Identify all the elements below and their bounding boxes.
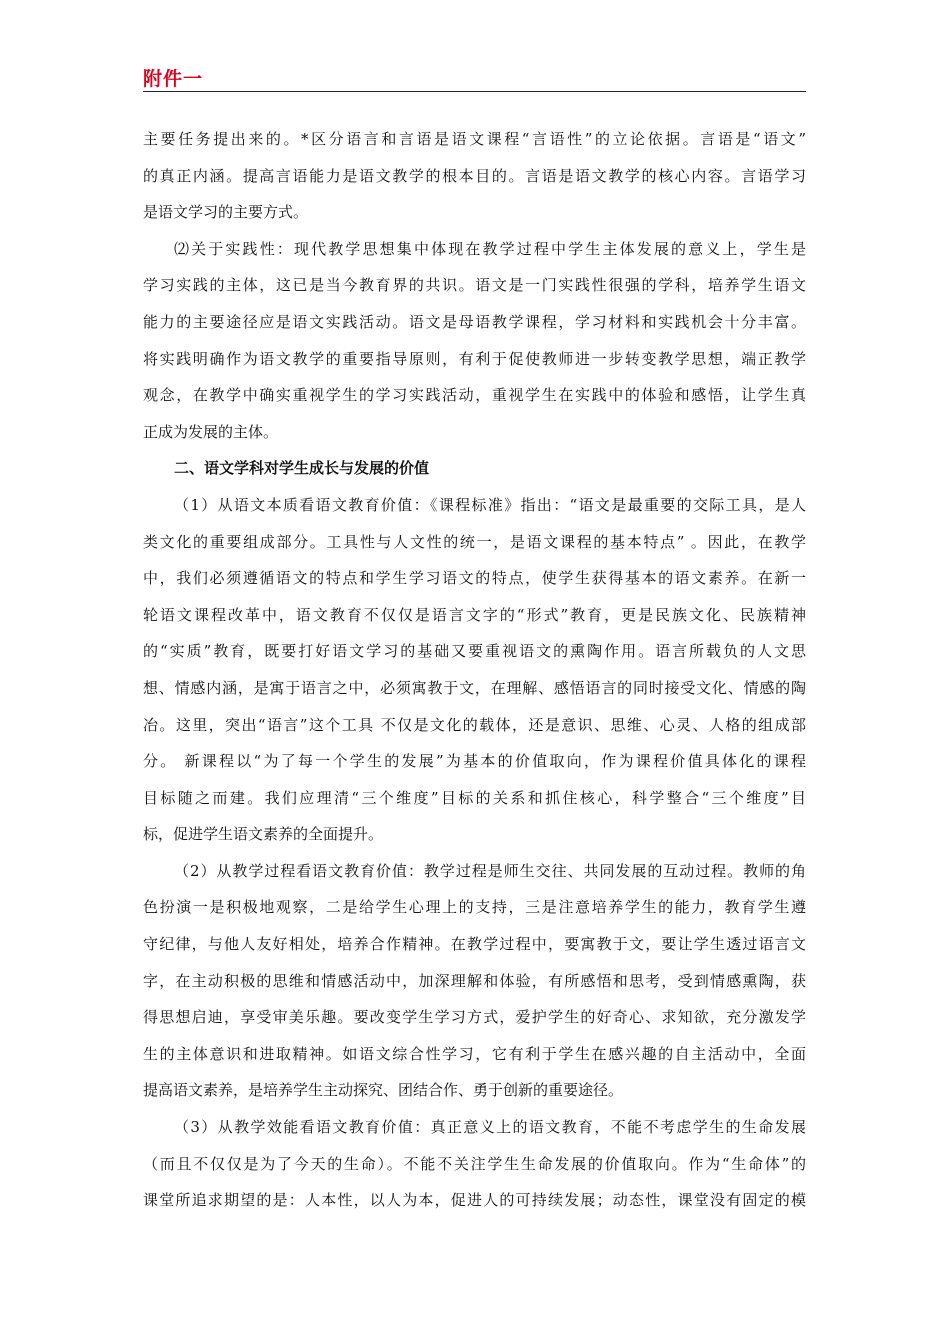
paragraph-line: 标，促进学生语文素养的全面提升。	[143, 825, 384, 844]
paragraph-line: 学习实践的主体，这已是当今教育界的共识。语文是一门实践性很强的学科，培养学生语文	[143, 276, 806, 295]
paragraph-line: （1）从语文本质看语文教育价值：《课程标准》指出：“语文是最重要的交际工具，是人	[174, 495, 806, 514]
paragraph-line: 轮语文课程改革中，语文教育不仅仅是语言文字的“形式”教育，更是民族文化、民族精神	[143, 605, 806, 624]
paragraph-line: ⑵关于实践性：现代教学思想集中体现在教学过程中学生主体发展的意义上，学生是	[174, 239, 806, 258]
paragraph-line: （2）从教学过程看语文教育价值：教学过程是师生交往、共同发展的互动过程。教师的角	[174, 861, 806, 880]
paragraph-line: 冶。这里，突出“语言”这个工具 不仅是文化的载体，还是意识、思维、心灵、人格的组成部	[143, 715, 806, 734]
paragraph-line: 想、情感内涵，是寓于语言之中，必须寓教于文，在理解、感悟语言的同时接受文化、情感的陶	[143, 678, 806, 697]
paragraph-line: 主要任务提出来的。*区分语言和言语是语文课程“言语性”的立论依据。言语是“语文”	[143, 130, 806, 148]
paragraph-line: 提高语文素养，是培养学生主动探究、团结合作、勇于创新的重要途径。	[143, 1081, 624, 1100]
paragraph-line: 将实践明确作为语文教学的重要指导原则，有利于促使教师进一步转变教学思想，端正教学	[143, 349, 806, 368]
paragraph-line: 正成为发展的主体。	[143, 422, 279, 441]
paragraph-line: 生的主体意识和进取精神。如语文综合性学习，它有利于学生在感兴趣的自主活动中，全面	[143, 1044, 806, 1063]
document-body	[143, 121, 806, 1219]
paragraph-line: 观念，在教学中确实重视学生的学习实践活动，重视学生在实践中的体验和感悟，让学生真	[143, 386, 806, 405]
paragraph-line: 课堂所追求期望的是：人本性，以人为本，促进人的可持续发展；动态性，课堂没有固定的模	[143, 1191, 806, 1210]
paragraph-line: 的真正内涵。提高言语能力是语文教学的根本目的。言语是语文教学的核心内容。言语学习	[143, 166, 806, 185]
paragraph-line: 得思想启迪，享受审美乐趣。要改变学生学习方式，爱护学生的好奇心、求知欲，充分激发学	[143, 1008, 806, 1027]
paragraph-line: 能力的主要途径应是语文实践活动。语文是母语教学课程，学习材料和实践机会十分丰富。	[143, 312, 806, 331]
section-heading: 二、语文学科对学生成长与发展的价值	[174, 459, 430, 478]
page-header	[143, 62, 806, 92]
paragraph-line: 类文化的重要组成部分。工具性与人文性的统一，是语文课程的基本特点” 。因此，在教学	[143, 532, 806, 551]
paragraph-line: 分。 新课程以“为了每一个学生的发展”为基本的价值取向，作为课程价值具体化的课程	[143, 752, 806, 771]
paragraph-line: （而且不仅仅是为了今天的生命）。不能不关注学生生命发展的价值取向。作为“生命体”的	[143, 1154, 806, 1173]
paragraph-line: 守纪律，与他人友好相处，培养合作精神。在教学过程中，要寓教于文，要让学生透过语言文	[143, 935, 806, 954]
paragraph-line: 是语文学习的主要方式。	[143, 203, 309, 222]
paragraph-line: 字，在主动积极的思维和情感活动中，加深理解和体验，有所感悟和思考，受到情感熏陶，获	[143, 971, 806, 990]
paragraph-line: （3）从教学效能看语文教育价值：真正意义上的语文教育，不能不考虑学生的生命发展	[174, 1118, 806, 1137]
attachment-title: 附件一	[143, 68, 204, 90]
paragraph-line: 目标随之而建。我们应理清“三个维度”目标的关系和抓住核心，科学整合“三个维度”目	[143, 788, 806, 807]
paragraph-line: 中，我们必须遵循语文的特点和学生学习语文的特点，使学生获得基本的语文素养。在新一	[143, 569, 806, 588]
paragraph-line: 的“实质”教育，既要打好语文学习的基础又要重视语文的熏陶作用。语言所载负的人文思	[143, 642, 806, 661]
paragraph-line: 色扮演一是积极地观察，二是给学生心理上的支持，三是注意培养学生的能力，教育学生遵	[143, 898, 806, 917]
